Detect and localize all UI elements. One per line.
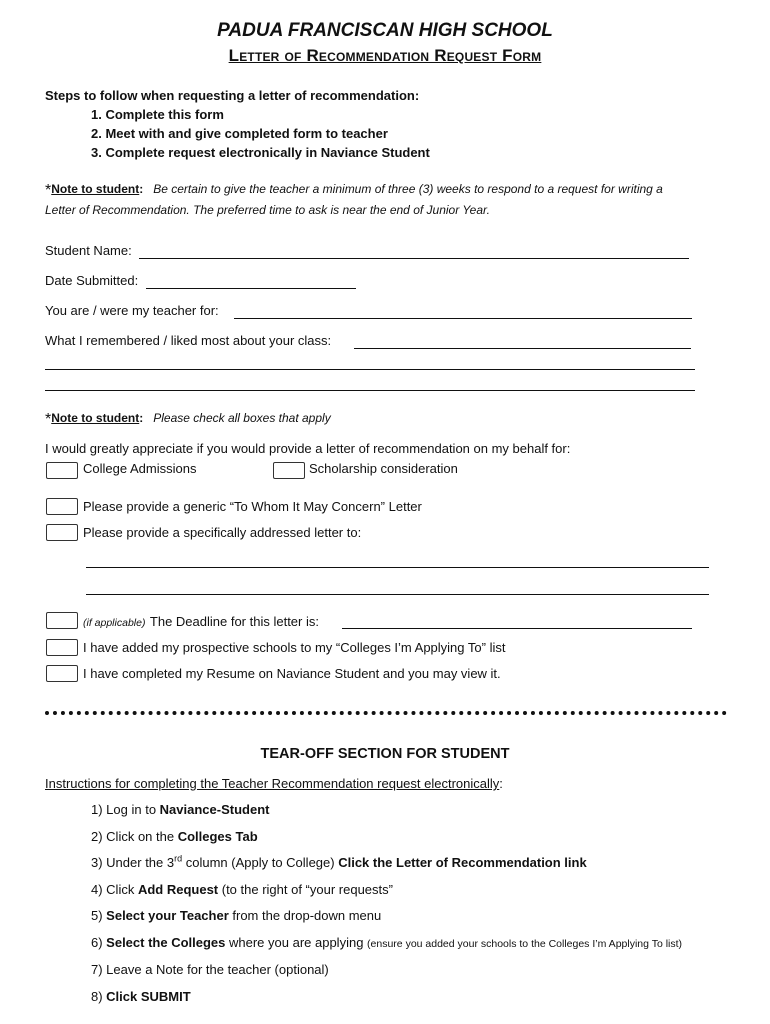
note-1-colon: : — [139, 182, 144, 196]
note-1-text: Be certain to give the teacher a minimum of three (3) weeks to respond to a request for writing a — [153, 182, 663, 196]
date-submitted-label: Date Submitted: — [45, 273, 139, 288]
form-title — [0, 46, 770, 66]
tearoff-step-4-bold: Add Request — [137, 882, 219, 897]
note-1 — [45, 182, 663, 200]
tearoff-instructions-colon: : — [499, 776, 503, 791]
tearoff-instructions — [45, 776, 503, 791]
tearoff-step-5-bold: Select your Teacher — [106, 908, 229, 923]
teacher-for-label: You are / were my teacher for: — [45, 303, 219, 318]
tear-off-divider — [45, 711, 727, 715]
deadline-note: (if applicable) — [83, 617, 146, 629]
scholarship-label: Scholarship consideration — [309, 461, 458, 476]
request-intro: I would greatly appreciate if you would provide a letter of recommendation on my behalf for: — [45, 441, 571, 456]
added-schools-label: I have added my prospective schools to my “Colleges I’m Applying To” list — [83, 640, 506, 655]
steps-intro: Steps to follow when requesting a letter of recommendation: — [45, 88, 420, 103]
tearoff-step-5 — [91, 908, 381, 923]
note-1-asterisk: * — [45, 182, 52, 199]
note-2-asterisk: * — [45, 411, 52, 428]
student-name-label: Student Name: — [45, 243, 132, 258]
note-1-label: Note to student — [51, 182, 140, 196]
tearoff-step-1-bold: Naviance-Student — [159, 802, 270, 817]
tearoff-step-1 — [91, 802, 269, 817]
note-2-label: Note to student — [51, 411, 140, 425]
tearoff-step-3-bold: Click the Letter of Recommendation link — [338, 855, 587, 870]
tearoff-step-1-text: 1) Log in to — [91, 802, 160, 817]
note-1-text-line2: Letter of Recommendation. The preferred time to ask is near the end of Junior Year. — [45, 203, 490, 217]
date-submitted-line[interactable] — [146, 288, 356, 289]
tearoff-step-4-text: 4) Click — [91, 882, 138, 897]
tearoff-step-5-post: from the drop-down menu — [228, 908, 382, 923]
scholarship-checkbox[interactable] — [273, 462, 305, 479]
note-2 — [45, 411, 331, 429]
tearoff-step-6-note: (ensure you added your schools to the Colleges I’m Applying To list) — [367, 938, 683, 950]
note-2-colon: : — [139, 411, 144, 425]
tearoff-step-4-post: (to the right of “your requests” — [218, 882, 393, 897]
generic-letter-label: Please provide a generic “To Whom It May Concern” Letter — [83, 499, 422, 514]
tearoff-instructions-text: Instructions for completing the Teacher Recommendation request electronically — [45, 776, 500, 791]
tearoff-step-6-mid: where you are applying — [225, 935, 368, 950]
added-schools-checkbox[interactable] — [46, 639, 78, 656]
tearoff-step-4 — [91, 882, 393, 897]
deadline-line[interactable] — [342, 628, 692, 629]
tearoff-step-2-text: 2) Click on the — [91, 829, 178, 844]
tearoff-step-6-text: 6) — [91, 935, 107, 950]
tearoff-step-6-bold: Select the Colleges — [106, 935, 226, 950]
tearoff-step-8-text: 8) — [91, 989, 107, 1004]
college-admissions-label: College Admissions — [83, 461, 197, 476]
college-admissions-checkbox[interactable] — [46, 462, 78, 479]
remembered-line-1[interactable] — [354, 348, 691, 349]
remembered-label: What I remembered / liked most about your class: — [45, 333, 332, 348]
specific-letter-checkbox[interactable] — [46, 524, 78, 541]
address-line-1[interactable] — [86, 567, 709, 568]
tearoff-step-3-text: 3) Under the 3 — [91, 855, 175, 870]
tearoff-step-3-sup: rd — [174, 853, 183, 864]
tearoff-step-2 — [91, 829, 258, 844]
generic-letter-checkbox[interactable] — [46, 498, 78, 515]
step-1: 1. Complete this form — [91, 107, 224, 122]
deadline-row — [83, 613, 319, 631]
address-line-2[interactable] — [86, 594, 709, 595]
step-3: 3. Complete request electronically in Naviance Student — [91, 145, 430, 160]
remembered-line-3[interactable] — [45, 390, 695, 391]
tearoff-step-8-bold: Click SUBMIT — [106, 989, 191, 1004]
school-name: PADUA FRANCISCAN HIGH SCHOOL — [217, 20, 553, 41]
tearoff-step-8 — [91, 989, 191, 1004]
tearoff-step-2-bold: Colleges Tab — [177, 829, 258, 844]
remembered-line-2[interactable] — [45, 369, 695, 370]
tearoff-title: TEAR-OFF SECTION FOR STUDENT — [260, 746, 510, 762]
tearoff-step-3-mid: column (Apply to College) — [182, 855, 339, 870]
step-2: 2. Meet with and give completed form to teacher — [91, 126, 388, 141]
tearoff-step-5-text: 5) — [91, 908, 107, 923]
resume-label: I have completed my Resume on Naviance Student and you may view it. — [83, 666, 501, 681]
resume-checkbox[interactable] — [46, 665, 78, 682]
tearoff-step-3 — [91, 855, 587, 870]
teacher-for-line[interactable] — [234, 318, 692, 319]
tearoff-step-7: 7) Leave a Note for the teacher (optional) — [91, 962, 329, 977]
deadline-label: The Deadline for this letter is: — [149, 614, 319, 629]
form-title-text: Letter of Recommendation Request Form — [228, 46, 542, 65]
tearoff-step-6 — [91, 935, 682, 950]
note-2-text: Please check all boxes that apply — [153, 411, 331, 425]
deadline-checkbox[interactable] — [46, 612, 78, 629]
student-name-line[interactable] — [139, 258, 689, 259]
specific-letter-label: Please provide a specifically addressed letter to: — [83, 525, 362, 540]
